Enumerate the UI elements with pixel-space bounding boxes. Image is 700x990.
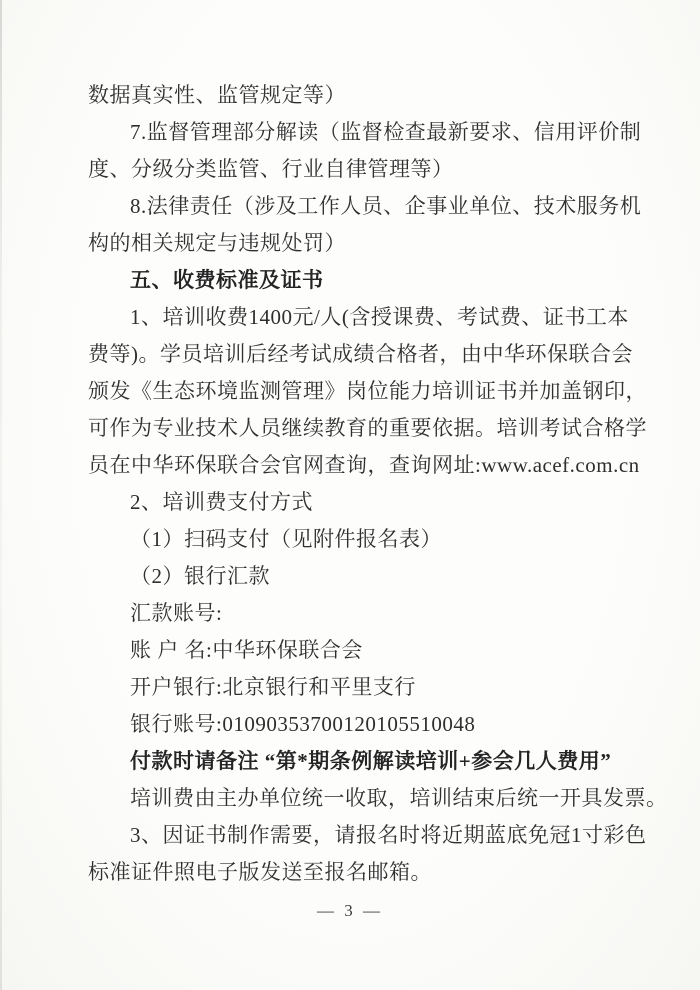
bank-account-number-line: 银行账号:01090353700120105510048 <box>130 712 476 736</box>
remittance-account-label-line: 汇款账号: <box>130 601 223 625</box>
body-text-line: 度、分级分类监管、行业自律管理等） <box>88 157 454 181</box>
scan-edge-artifact <box>0 0 2 990</box>
body-text-line: 8.法律责任（涉及工作人员、企事业单位、技术服务机 <box>130 194 642 218</box>
body-text-line: （1）扫码支付（见附件报名表） <box>130 527 442 551</box>
body-text-line: 3、因证书制作需要，请报名时将近期蓝底免冠1寸彩色 <box>130 823 647 847</box>
document-body <box>88 77 668 891</box>
body-text-line: 培训费由主办单位统一收取，培训结束后统一开具发票。 <box>130 786 668 810</box>
payment-remark-line: 付款时请备注 “第*期条例解读培训+参会几人费用” <box>130 749 612 773</box>
body-text-line: 数据真实性、监管规定等） <box>88 83 346 107</box>
body-text-line: 7.监督管理部分解读（监督检查最新要求、信用评价制 <box>130 120 642 144</box>
body-text-line: 员在中华环保联合会官网查询，查询网址:www.acef.com.cn <box>88 453 640 477</box>
page-number: — 3 — <box>317 901 383 920</box>
body-text-line: 可作为专业技术人员继续教育的重要依据。培训考试合格学 <box>88 416 647 440</box>
body-text-line: 费等)。学员培训后经考试成绩合格者，由中华环保联合会 <box>88 342 633 366</box>
body-text-line: 颁发《生态环境监测管理》岗位能力培训证书并加盖钢印， <box>88 379 647 403</box>
body-text-line: （2）银行汇款 <box>130 564 270 588</box>
body-text-line: 1、培训收费1400元/人(含授课费、考试费、证书工本 <box>130 305 629 329</box>
body-text-line: 标准证件照电子版发送至报名邮箱。 <box>88 860 432 884</box>
account-name-line: 账 户 名:中华环保联合会 <box>130 638 363 662</box>
bank-branch-line: 开户银行:北京银行和平里支行 <box>130 675 416 699</box>
body-text-line: 构的相关规定与违规处罚） <box>88 231 346 255</box>
body-text-line: 2、培训费支付方式 <box>130 490 313 514</box>
section-title-line: 五、收费标准及证书 <box>130 268 324 292</box>
